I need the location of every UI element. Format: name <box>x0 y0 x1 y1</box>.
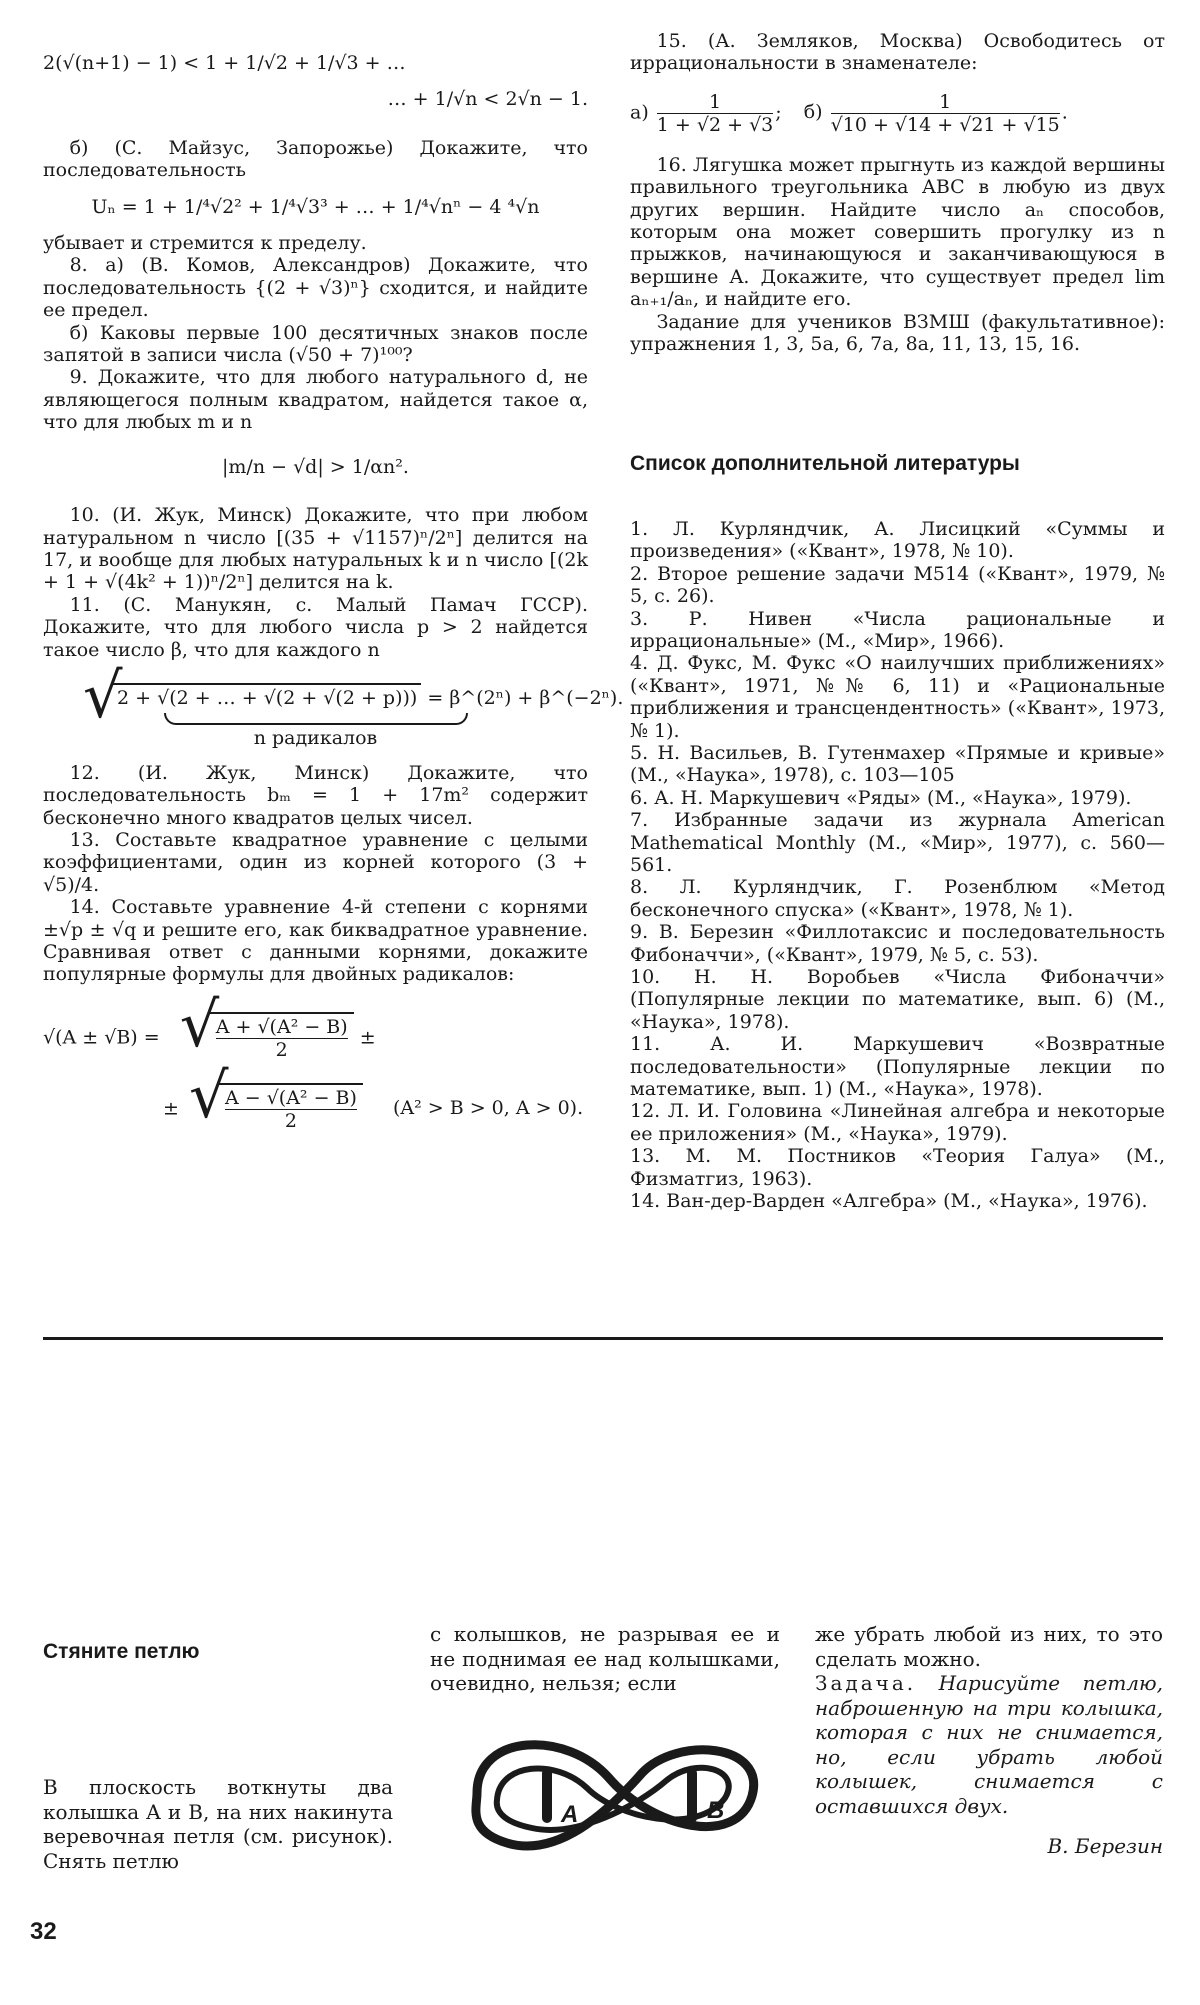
problem-11: 11. (С. Манукян, с. Малый Памач ГССР). Докажите, что для любого числа p > 2 найдется такое число β, что для каждого n <box>43 593 588 661</box>
rationalize-b-den: √10 + √14 + √21 + √15 <box>830 113 1060 136</box>
rationalize-b-label: б) <box>803 101 823 124</box>
formula-double-radical-1 <box>43 1012 588 1061</box>
frac-2-den: 2 <box>225 1109 357 1132</box>
task-text: Нарисуйте петлю, наброшенную на три колышка, которая с них не снимается, но, если убрать любой колышек, снимается с оставшихся двух. <box>815 1671 1163 1818</box>
problem-13: 13. Составьте квадратное уравнение с целыми коэффициентами, один из корней которого (3 + √5)/4. <box>43 828 588 896</box>
double-radical-condition: (A² > B > 0, A > 0). <box>392 1097 584 1120</box>
problem-12: 12. (И. Жук, Минск) Докажите, что последовательность bₘ = 1 + 17m² содержит бесконечно много квадратов целых чисел. <box>43 761 588 829</box>
double-radical-root-1 <box>180 1012 354 1061</box>
task-label: Задача. <box>815 1671 917 1695</box>
reference-item: 6. А. Н. Маркушевич «Ряды» (М., «Наука», 1979). <box>630 786 1132 809</box>
double-radical-lhs: √(A ± √B) = <box>43 1026 160 1049</box>
double-radical-frac-2 <box>225 1087 357 1132</box>
right-column <box>630 30 1165 1212</box>
reference-item: 10. Н. Н. Воробьев «Числа Фибоначчи» (Популярные лекции по математике, вып. 6) (М., «Наука», 1978). <box>630 966 1165 1033</box>
double-radical-frac-1 <box>216 1016 348 1061</box>
article-author: В. Березин <box>1047 1834 1163 1858</box>
reference-item: 2. Второе решение задачи М514 («Квант», 1979, № 5, с. 26). <box>630 562 1165 608</box>
reference-item: 5. Н. Васильев, В. Гутенмахер «Прямые и кривые» (М., «Наука», 1978), с. 103—105 <box>630 741 1165 787</box>
reference-list <box>630 518 1165 1213</box>
problem-16: 16. Лягушка может прыгнуть из каждой вершины правильного треугольника ABC в любую из двух других вершин. Найдите число aₙ способов, которым она может совершить прогулку из n прыжков, начинающуюся и заканчивающуюся в вершине A. Докажите, что существует предел lim aₙ₊₁/aₙ, и найдите его. <box>630 153 1165 311</box>
rationalize-a-num: 1 <box>708 90 722 113</box>
reference-item: 11. А. И. Маркушевич «Возвратные последовательности» (Популярные лекции по математике, вып. 1) (М., «Наука», 1978). <box>630 1033 1165 1101</box>
nested-radical <box>83 683 421 709</box>
problem-8b: б) Каковы первые 100 десятичных знаков после запятой в записи числа (√50 + 7)¹⁰⁰? <box>43 321 588 367</box>
reference-item: 12. Л. И. Головина «Линейная алгебра и некоторые ее приложения» (М., «Наука», 1979). <box>630 1100 1165 1145</box>
plus-minus-2: ± <box>163 1097 179 1120</box>
underbrace-label: n радикалов <box>253 727 378 750</box>
rationalize-a-label: а) <box>630 101 649 124</box>
problem-8a: 8. а) (В. Комов, Александров) Докажите, что последовательность {(2 + √3)ⁿ} сходится, и найдите ее предел. <box>43 254 588 322</box>
formula-double-radical-2 <box>43 1083 588 1132</box>
underbrace <box>164 713 468 725</box>
rationalize-b-num: 1 <box>939 90 952 113</box>
reference-item: 1. Л. Курляндчик, А. Лисицкий «Суммы и произведения» («Квант», 1978, № 10). <box>630 517 1165 563</box>
article-text-2: с колышков, не разрывая ее и не поднимая ее над колышками, очевидно, нельзя; если <box>430 1622 780 1695</box>
problem-14: 14. Составьте уравнение 4-й степени с корнями ±√p ± √q и решите его, как биквадратное уравнение. Сравнивая ответ с данными корнями, докажите популярные формулы для двойных радикалов: <box>43 896 588 986</box>
plus-minus-1: ± <box>359 1026 376 1049</box>
article-column-3 <box>815 1622 1163 1859</box>
frac-2-num: √ A − √(A² − B) <box>224 1086 357 1109</box>
reference-item: 7. Избранные задачи из журнала American Mathematical Monthly (М., «Мир», 1977), с. 560—561. <box>630 809 1165 876</box>
literature-heading: Список дополнительной литературы <box>630 452 1020 476</box>
article-column-2 <box>430 1622 780 1696</box>
reference-item: 4. Д. Фукс, М. Фукс «О наилучших приближениях» («Квант», 1971, №№ 6, 11) и «Рациональные приближения и трансцендентность» («Квант», 1973, № 1). <box>630 652 1165 742</box>
page-number: 32 <box>30 1918 57 1945</box>
article-text-3: же убрать любой из них, то это сделать можно. <box>815 1622 1163 1671</box>
loop-figure <box>437 1718 782 1868</box>
nested-radical-body: 2 + √(2 + … + √(2 + √(2 + p))) <box>113 683 421 709</box>
left-column <box>43 38 624 1146</box>
problem-9: 9. Докажите, что для любого натурального d, не являющегося полным квадратом, найдется такое α, что для любых m и n <box>43 366 588 434</box>
vzmsh-task: Задание для учеников ВЗМШ (факультативное): упражнения 1, 3, 5а, 6, 7а, 8а, 11, 13, 15, 16. <box>630 310 1165 356</box>
article-text-1: В плоскость воткнуты два колышка A и B, на них накинута веревочная петля (см. рисунок). Снять петлю <box>43 1775 393 1873</box>
peg-b-label: B <box>707 1797 725 1824</box>
article-title: Стяните петлю <box>43 1640 200 1663</box>
reference-item: 9. В. Березин «Филлотаксис и последовательность Фибоначчи», («Квант», 1979, № 5, с. 53). <box>630 921 1165 966</box>
frac-1-num: √ A + √(A² − B) <box>215 1015 348 1038</box>
formula-approx-inequality: |m/n − √d| > 1/αn². <box>222 455 409 478</box>
rationalize-a-den: 1 + √2 + √3 <box>656 113 774 136</box>
peg-a-label: A <box>561 1801 579 1828</box>
problem-6b-end: убывает и стремится к пределу. <box>43 232 367 255</box>
problem-15: 15. (А. Земляков, Москва) Освободитесь от иррациональности в знаменателе: <box>630 30 1165 75</box>
formula-rationalize: а) $\frac{1}{1 + √2 + √3}$ ; б) $\frac{1}{√10 + √14 + √21 + √15}$ . <box>630 90 1068 136</box>
rationalize-a-frac <box>657 91 773 136</box>
reference-item: 13. М. М. Постников «Теория Галуа» (М., Физматгиз, 1963). <box>630 1145 1165 1190</box>
formula-un-sequence: Uₙ = 1 + 1/⁴√2² + 1/⁴√3³ + … + 1/⁴√nⁿ − 4 ⁴√n <box>91 195 540 218</box>
frac-1-den: 2 <box>216 1038 348 1061</box>
nested-radical-rhs: = β^(2ⁿ) + β^(−2ⁿ). <box>427 686 624 709</box>
double-radical-root-1-body <box>210 1012 354 1061</box>
problem-6b: б) (С. Майзус, Запорожье) Докажите, что последовательность <box>43 136 588 182</box>
problem-10: 10. (И. Жук, Минск) Докажите, что при любом натуральном n число [(35 + √1157)ⁿ/2ⁿ] делится на 17, и вообще для любых натуральных k и n число [(2k + 1 + √(4k² + 1))ⁿ/2ⁿ] делится на k. <box>43 504 588 594</box>
reference-item: 3. Р. Нивен «Числа рациональные и иррациональные» (М., «Мир», 1966). <box>630 607 1165 652</box>
formula-nested-radicals <box>83 683 624 709</box>
article-task <box>815 1671 1163 1818</box>
double-radical-root-2-body <box>219 1083 363 1132</box>
rope-path <box>476 1745 754 1846</box>
rope-loop <box>476 1745 754 1846</box>
section-divider <box>43 1337 1163 1340</box>
rationalize-b-frac <box>831 91 1060 136</box>
formula-sum-inequality-line2: … + 1/√n < 2√n − 1. <box>387 88 588 111</box>
reference-item: 8. Л. Курляндчик, Г. Розенблюм «Метод бесконечного спуска» («Квант», 1978, № 1). <box>630 876 1165 921</box>
article-column-1 <box>43 1775 393 1873</box>
reference-item: 14. Ван-дер-Варден «Алгебра» (М., «Наука», 1976). <box>630 1190 1148 1213</box>
double-radical-root-2 <box>189 1083 363 1132</box>
formula-sum-inequality-line1: 2(√(n+1) − 1) < 1 + 1/√2 + 1/√3 + … <box>43 52 406 74</box>
